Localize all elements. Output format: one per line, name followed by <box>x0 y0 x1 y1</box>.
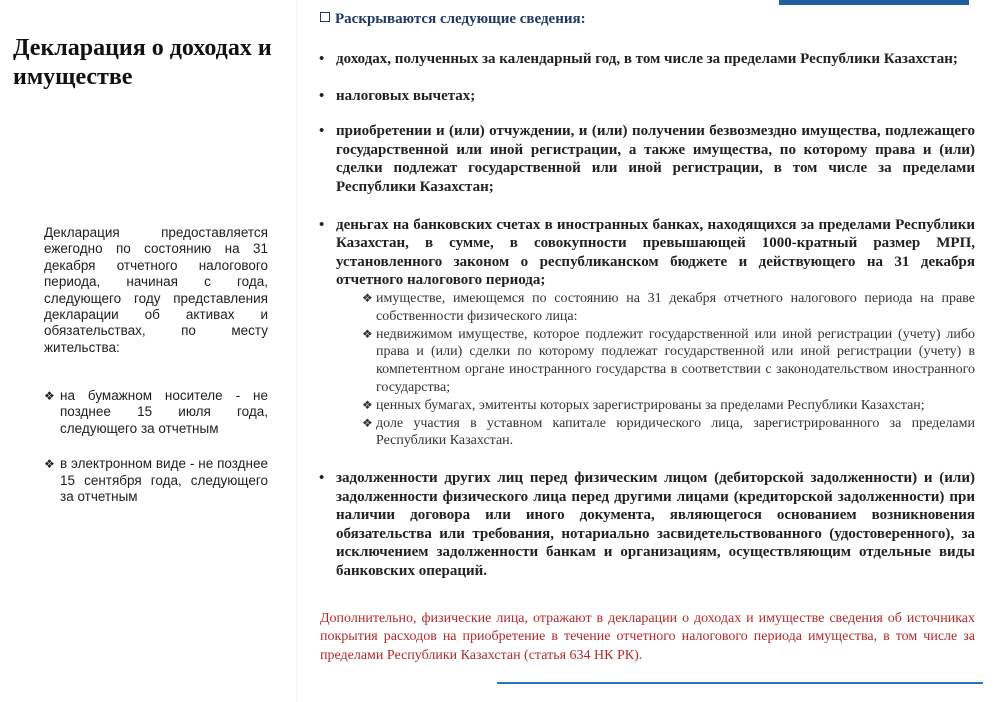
dot-bullet-icon: • <box>319 216 325 233</box>
sub-list-item <box>362 326 975 397</box>
diamond-bullet-icon: ❖ <box>362 415 373 430</box>
list-item-text: деньгах на банковских счетах в иностранных банках, находящихся за пределами Республики Казахстан, в сумме, в совокупности превышающей 1000-кратный размер МРП, установленного законом о республиканском бюджете и действующего на 31 декабря отчетного налогового периода; <box>336 216 975 289</box>
dot-bullet-icon: • <box>319 51 325 67</box>
section-header <box>320 11 586 28</box>
checkbox-icon <box>320 12 330 22</box>
sub-list-item-text: имуществе, имеющемся по состоянию на 31 декабря отчетного налогового периода на праве собственности физического лица: <box>376 290 975 324</box>
top-accent-bar <box>779 0 969 5</box>
sub-list-item-text: доле участия в уставном капитале юридического лица, зарегистрированного за пределами Республики Казахстан. <box>376 415 975 449</box>
diamond-bullet-icon: ❖ <box>362 326 373 341</box>
diamond-bullet-icon: ❖ <box>44 389 55 403</box>
left-intro-text: Декларация предоставляется ежегодно по состоянию на 31 декабря отчетного налогового периода, начиная с года, следующего году представления декларации об активах и обязательствах, по месту жительства: <box>44 225 268 355</box>
dot-bullet-icon: • <box>319 87 325 104</box>
list-item-text: в электронном виде - не позднее 15 сентября года, следующего за отчетным <box>60 456 268 505</box>
list-item <box>318 469 975 581</box>
list-item-text: налоговых вычетах; <box>336 87 476 104</box>
diamond-bullet-icon: ❖ <box>362 397 373 412</box>
sub-list-item-text: недвижимом имуществе, которое подлежит государственной или иной регистрации (учету) либо права и (или) сделки по которому подлежат государственной или иной регистрации (учету) в компетентном органе иностранного государства в соответствии с законодательством иностранного государства; <box>376 326 975 395</box>
main-list <box>318 50 975 581</box>
dot-bullet-icon: • <box>319 123 325 140</box>
list-item <box>44 456 268 505</box>
list-item-text: приобретении и (или) отчуждении, и (или) получении безвозмездно имущества, подлежащего государственной или иной регистрации, а также имущества, по которому права и (или) сделки подлежат государственной или иной регистрации, в том числе за пределами Республики Казахстан; <box>336 123 975 195</box>
sub-list <box>336 290 975 450</box>
column-divider <box>296 0 297 702</box>
list-item-text: задолженности других лиц перед физическим лицом (дебиторской задолженности) и (или) задолженности физического лица перед другими лицами (кредиторской задолженности) при наличии договора или иного документа, являющегося основанием возникновения обязательства или требования, нотариально засвидетельствованного (удостоверенного), за исключением задолженности банкам и организациям, осуществляющим отдельные виды банковских операций. <box>336 470 975 580</box>
list-item <box>44 388 268 437</box>
left-list <box>44 388 268 524</box>
list-item-text: доходах, полученных за календарный год, в том числе за пределами Республики Казахстан; <box>336 51 958 67</box>
sub-list-item <box>362 397 975 415</box>
sub-list-item <box>362 290 975 326</box>
list-item <box>318 122 975 196</box>
dot-bullet-icon: • <box>319 470 325 487</box>
sub-list-item-text: ценных бумагах, эмитенты которых зарегистрированы за пределами Республики Казахстан; <box>376 397 925 413</box>
additional-note: Дополнительно, физические лица, отражают в декларации о доходах и имуществе сведения об источниках покрытия расходов на приобретение в течение отчетного налогового периода имущества, в том числе за пределами Республики Казахстан (статья 634 НК РК). <box>320 611 975 663</box>
bottom-accent-line <box>497 682 983 684</box>
list-item <box>318 50 975 69</box>
page-title: Декларация о доходах и имуществе <box>13 35 272 90</box>
diamond-bullet-icon: ❖ <box>44 457 55 472</box>
section-header-text: Раскрываются следующие сведения: <box>335 11 586 27</box>
list-item <box>318 87 975 106</box>
diamond-bullet-icon: ❖ <box>362 290 373 305</box>
list-item-text: на бумажном носителе - не позднее 15 июля года, следующего за отчетным <box>60 388 268 436</box>
sub-list-item <box>362 415 975 451</box>
list-item <box>318 216 975 451</box>
